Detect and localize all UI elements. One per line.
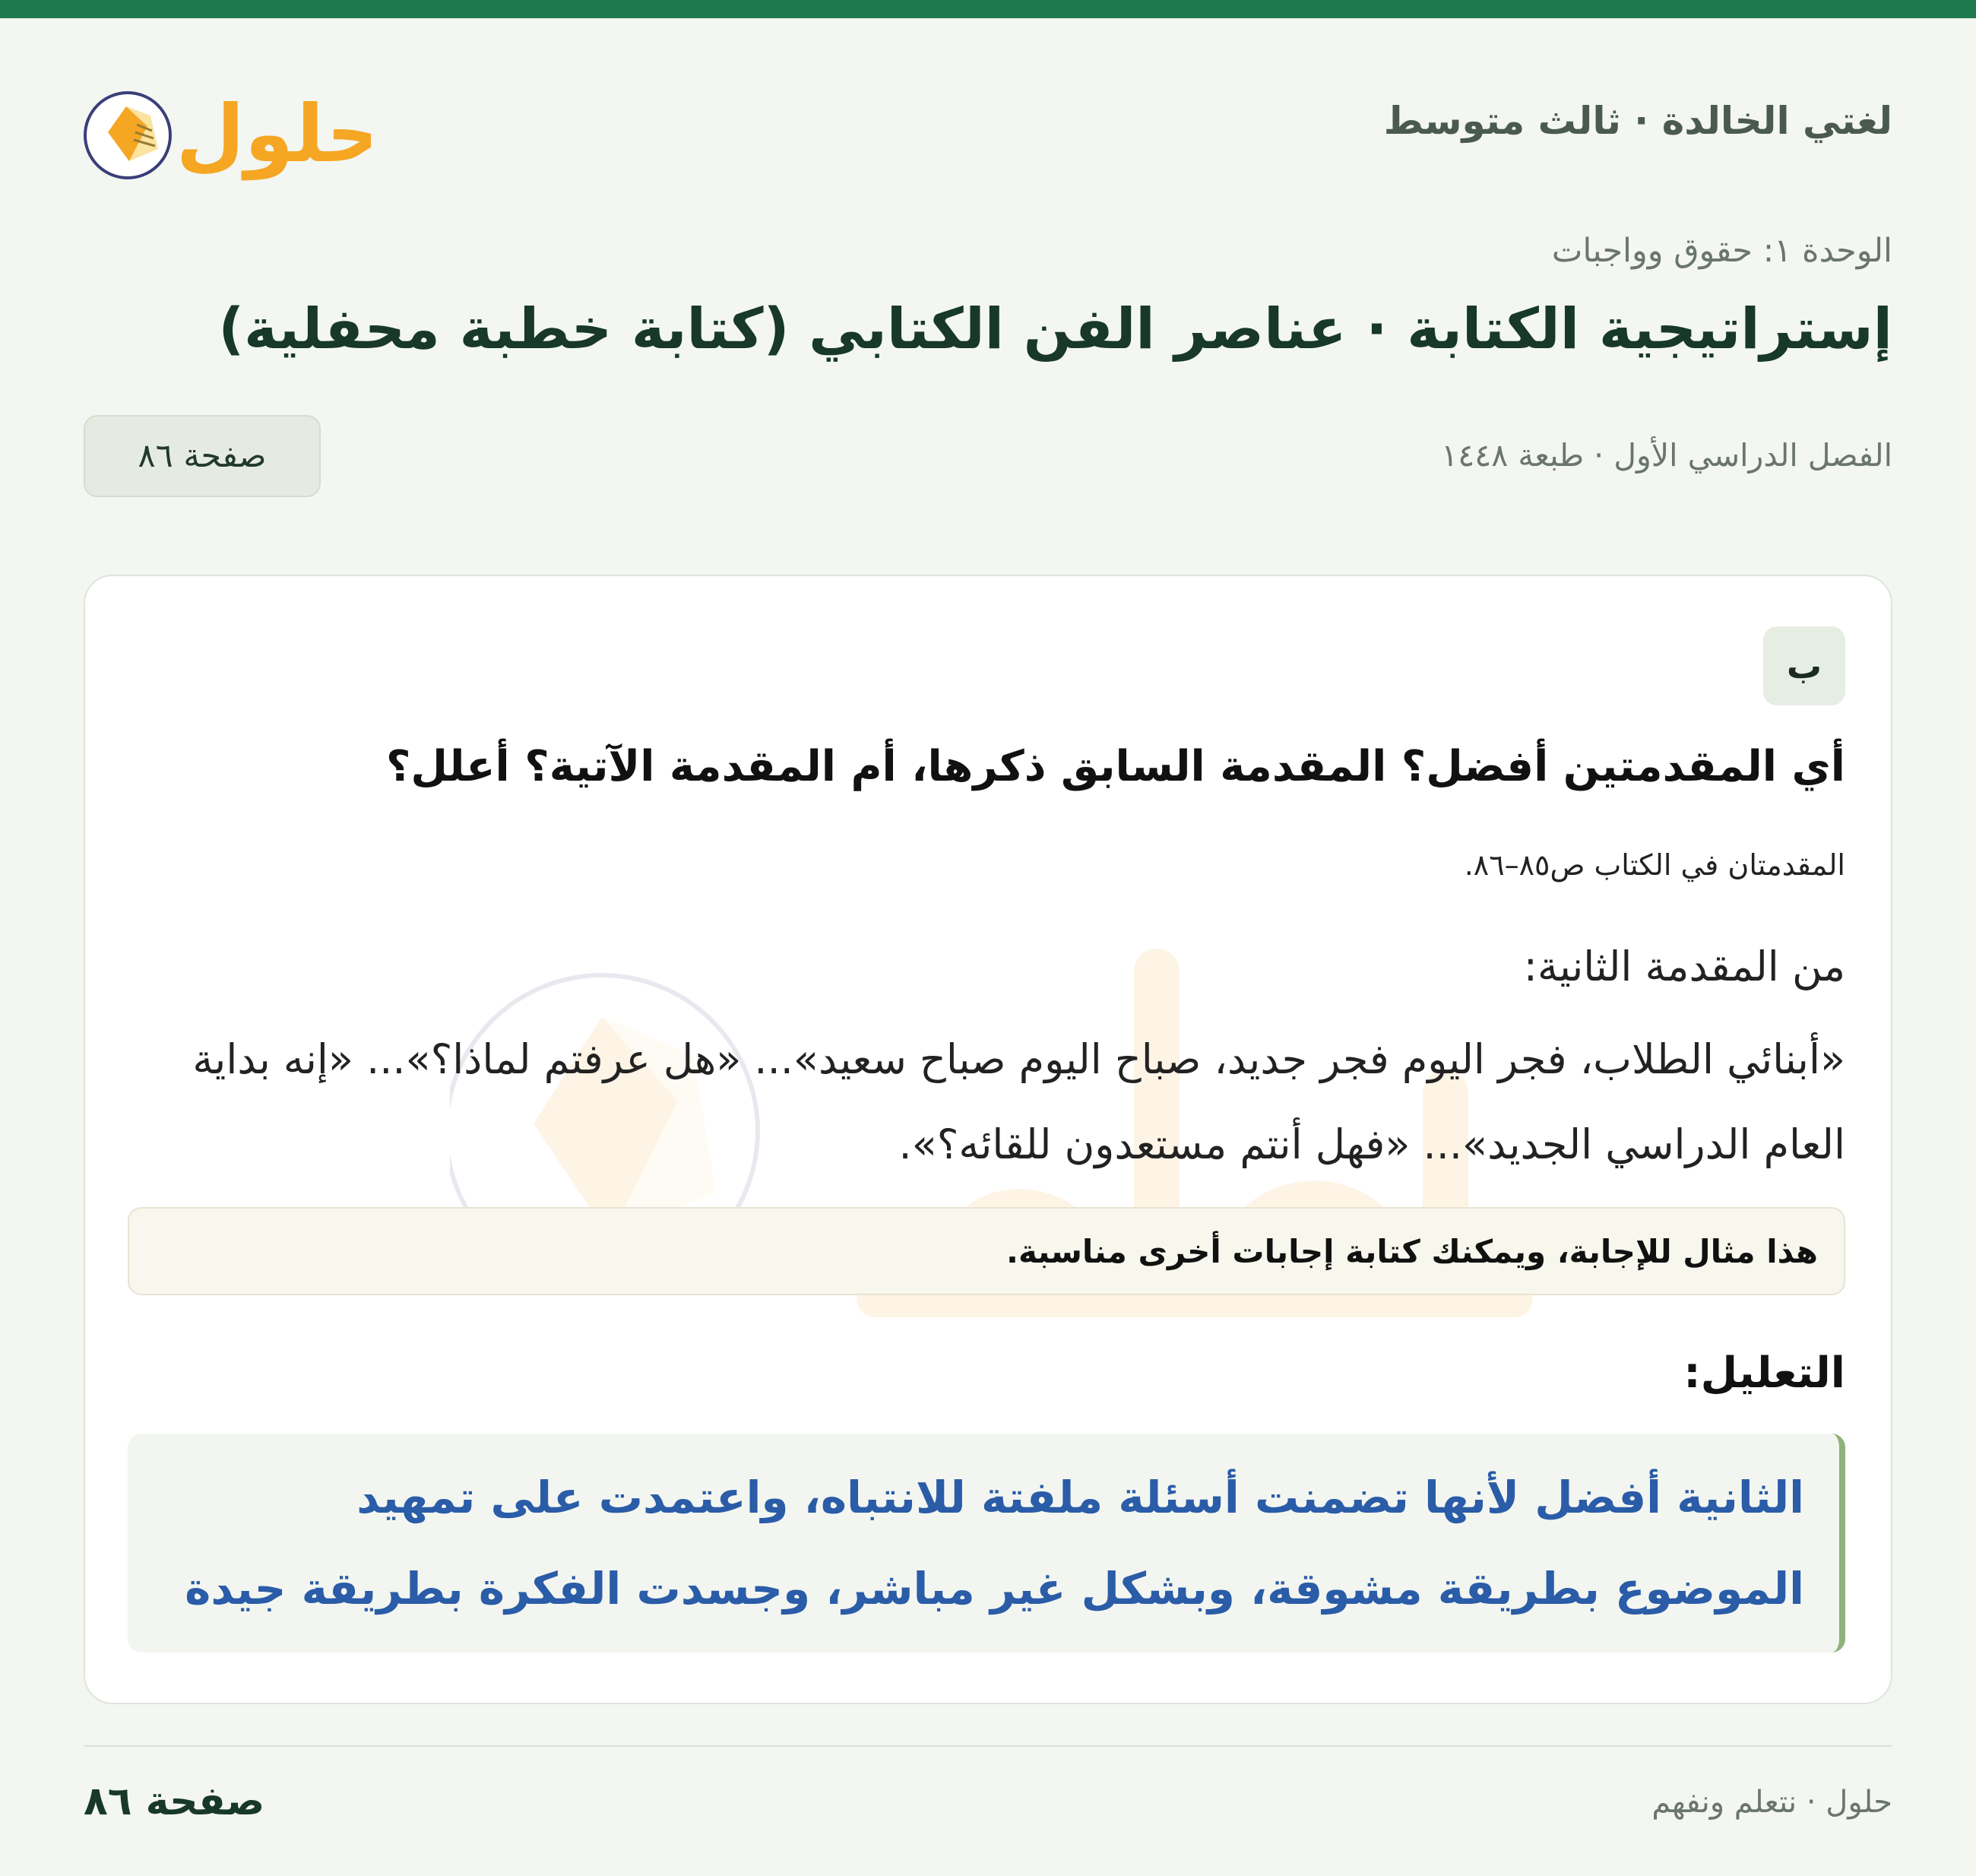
unit-label: الوحدة ١: حقوق وواجبات [1551,232,1892,270]
page-title: إستراتيجية الكتابة · عناصر الفن الكتابي (كتابة خطبة محفلية) [218,296,1892,362]
excerpt-heading: من المقدمة الثانية: [1523,943,1845,990]
question-card [84,575,1892,1704]
answer-text: الثانية أفضل لأنها تضمنت أسئلة ملفتة للانتباه، واعتمدت على تمهيد الموضوع بطريقة مشوقة، وبشكل غير مباشر، وجسدت الفكرة بطريقة جيدة [185,1472,1804,1615]
book-title: لغتي الخالدة · ثالث متوسط [1383,99,1892,143]
top-accent-bar [0,0,1976,18]
reference-note: المقدمتان في الكتاب ص٨٥–٨٦. [1464,848,1845,882]
page-badge: صفحة ٨٦ [84,415,321,497]
question-letter-badge: ب [1763,626,1845,705]
footer-page-number: صفحة ٨٦ [84,1779,265,1824]
answer-hint-box [128,1207,1845,1295]
question-text: أي المقدمتين أفضل؟ المقدمة السابق ذكرها، أم المقدمة الآتية؟ أعلل؟ [385,742,1845,791]
answer-box [128,1434,1845,1653]
logo-wordmark: حلول [176,87,371,180]
excerpt-quote: «أبنائي الطلاب، فجر اليوم فجر جديد، صباح اليوم صباح سعيد»... «هل عرفتم لماذا؟»... «إنه بداية العام الدراسي الجديد»... «فهل أنتم مستعدون للقائه؟». [192,1035,1845,1168]
footer-brand: حلول · نتعلم ونفهم [1651,1785,1892,1820]
footer-divider [84,1745,1892,1747]
reason-heading: التعليل: [1683,1348,1845,1398]
semester-label: الفصل الدراسي الأول · طبعة ١٤٤٨ [1441,437,1892,474]
brand-logo[interactable] [82,76,371,190]
answer-hint-text: هذا مثال للإجابة، ويمكنك كتابة إجابات أخرى مناسبة. [1006,1232,1818,1270]
